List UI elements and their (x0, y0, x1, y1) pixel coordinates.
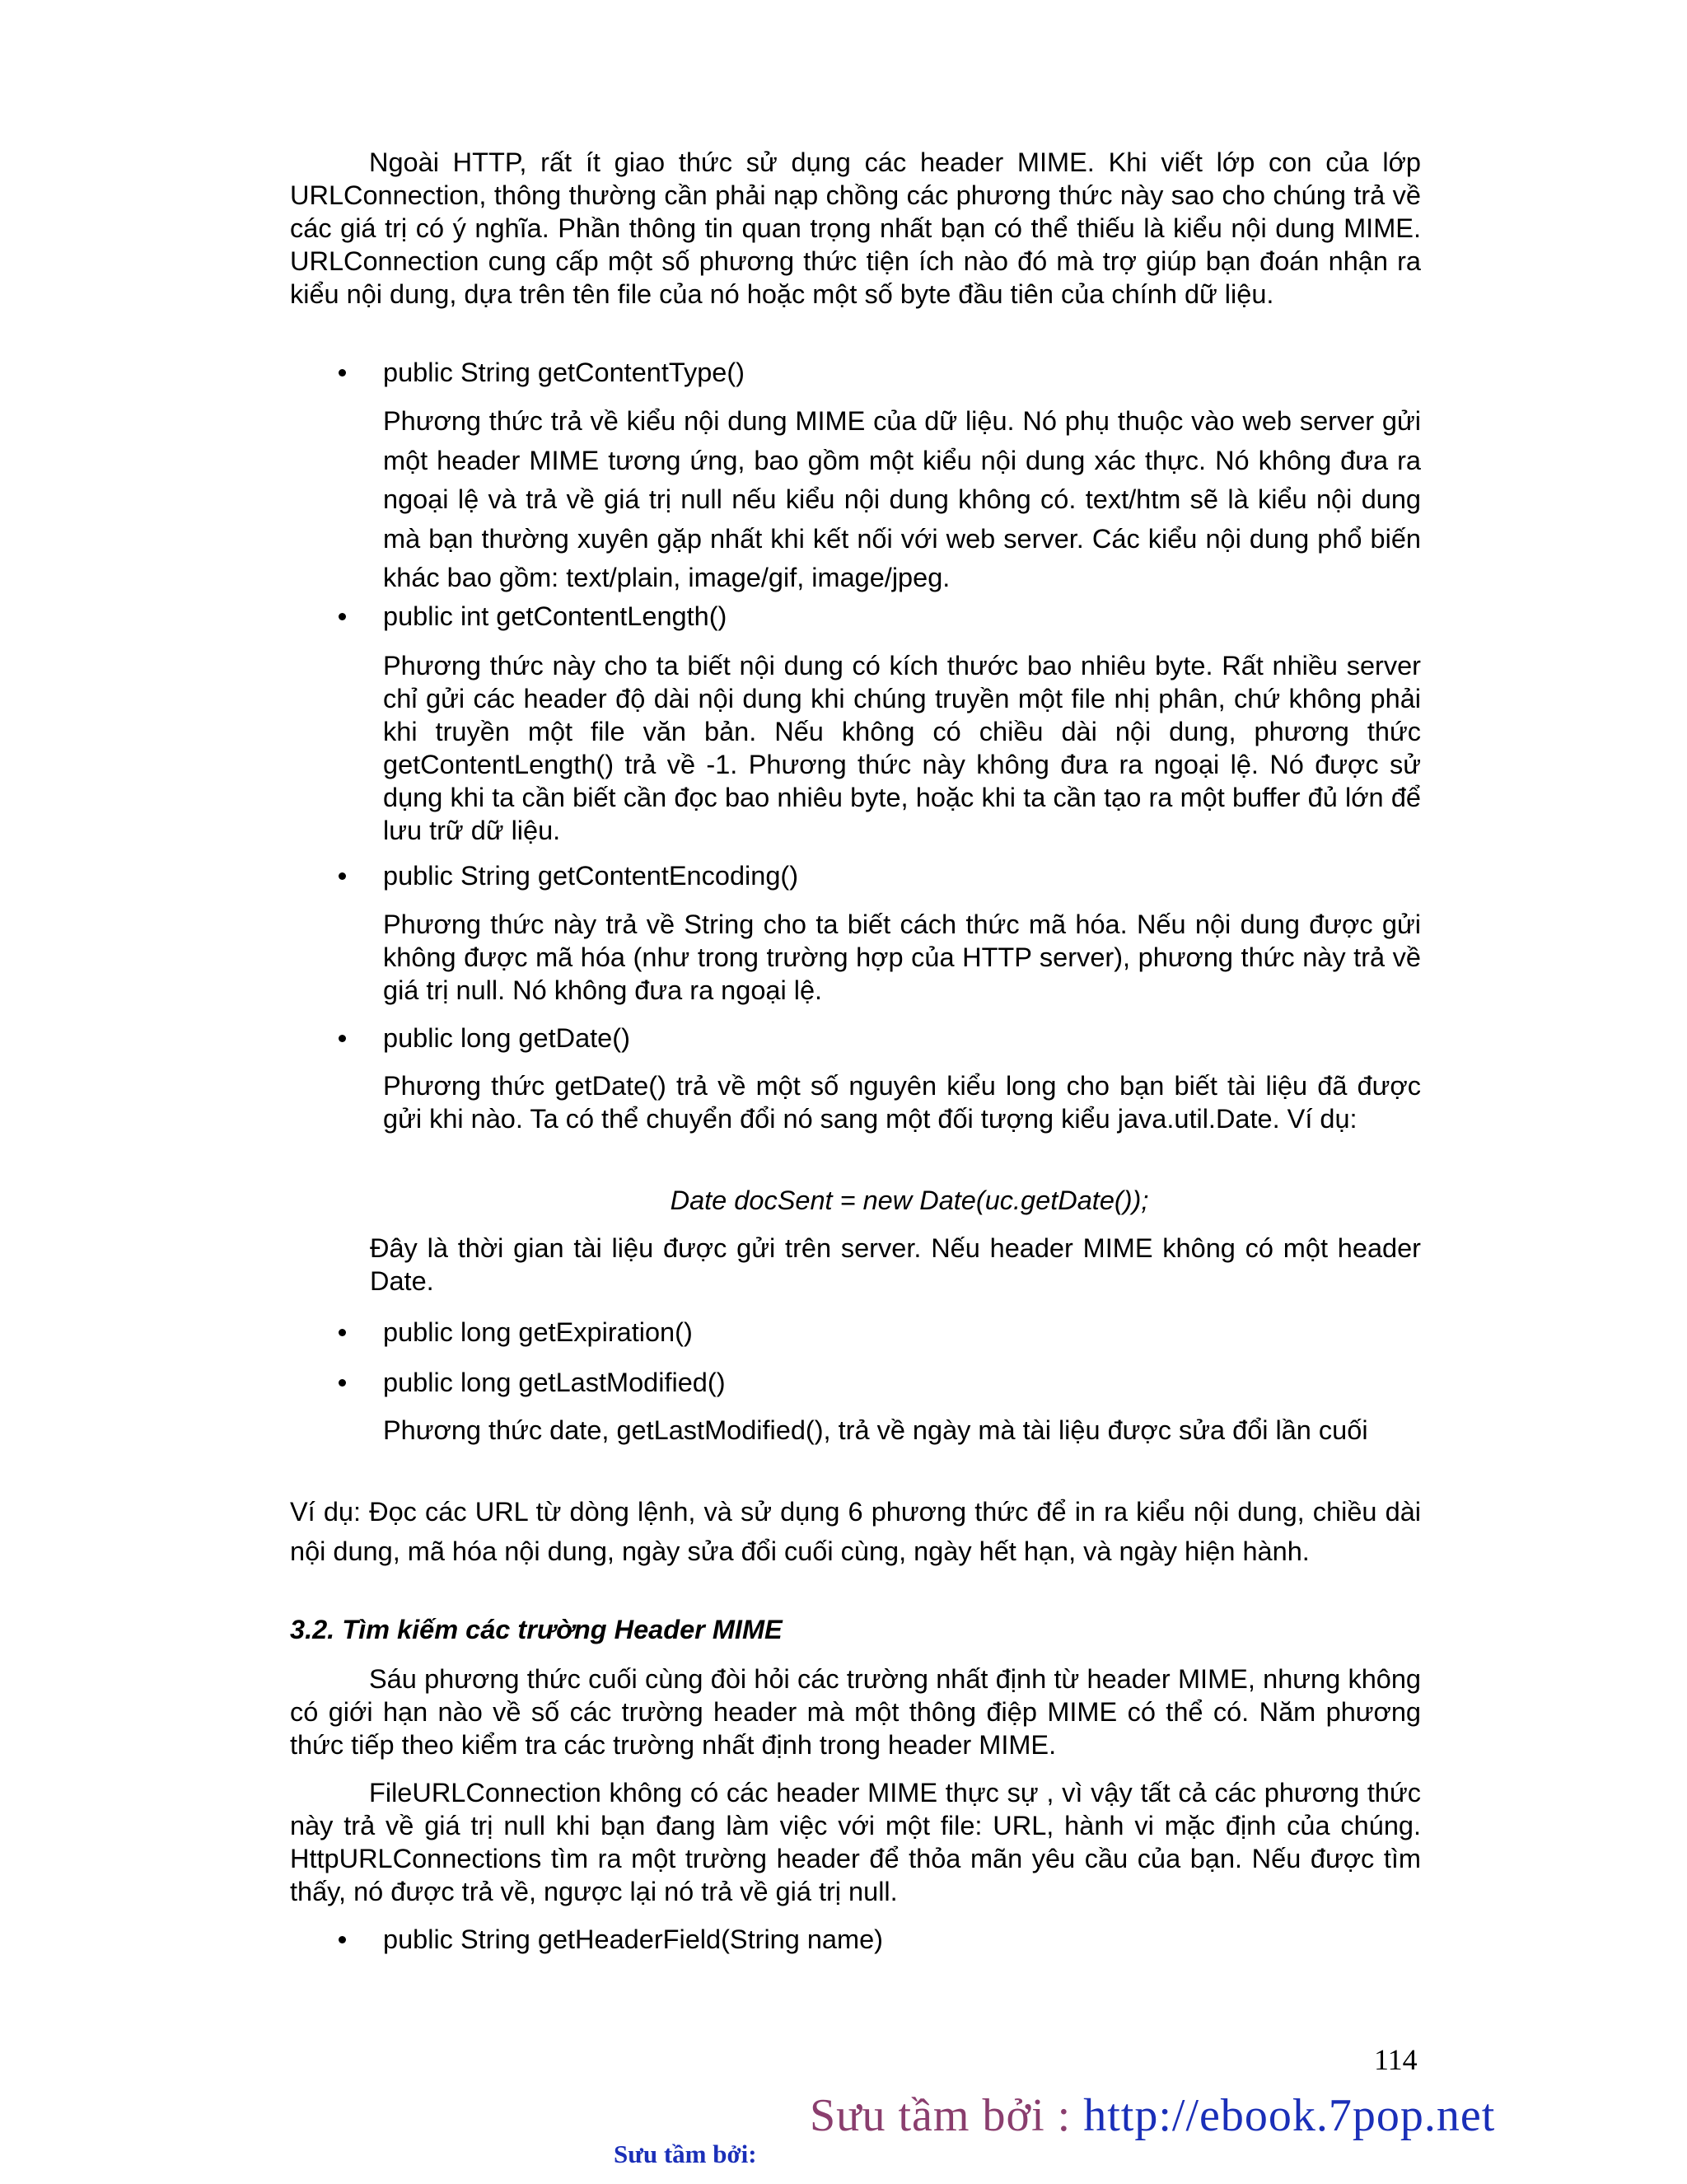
date-description: Phương thức getDate() trả về một số nguyên kiểu long cho bạn biết tài liệu đã được gửi khi nào. Ta có thể chuyển đổi nó sang một đối tượng kiểu java.util.Date. Ví dụ: (383, 1071, 1421, 1134)
bullet-label: public String getContentType() (383, 358, 745, 387)
page-number: 114 (1374, 2043, 1418, 2076)
section-paragraph-1: Sáu phương thức cuối cùng đòi hỏi các trường nhất định từ header MIME, nhưng không có giới hạn nào về số các trường header mà một thông điệp MIME có thể có. Năm phương thức tiếp theo kiểm tra các trường nhất định trong header MIME. (290, 1664, 1421, 1760)
bullet-get-content-length (383, 600, 727, 633)
bullet-label: public long getExpiration() (383, 1317, 693, 1347)
bullet-dot (339, 1329, 346, 1336)
bullet-label: public long getLastModified() (383, 1368, 726, 1397)
bullet-get-header-field (383, 1923, 883, 1956)
bullet-dot (339, 872, 346, 880)
bullet-dot (339, 369, 346, 376)
date-after-paragraph: Đây là thời gian tài liệu được gửi trên server. Nếu header MIME không có một header Date. (370, 1233, 1421, 1296)
footer-label: Sưu tầm bởi: (614, 2140, 757, 2168)
bullet-get-content-type (383, 356, 745, 389)
bullet-get-expiration (383, 1316, 693, 1349)
example-paragraph: Ví dụ: Đọc các URL từ dòng lệnh, và sử dụng 6 phương thức để in ra kiểu nội dung, chiều dài nội dung, mã hóa nội dung, ngày sửa đổi cuối cùng, ngày hết hạn, và ngày hiện hành. (290, 1497, 1421, 1566)
content-type-description: Phương thức trả về kiểu nội dung MIME của dữ liệu. Nó phụ thuộc vào web server gửi một header MIME tương ứng, bao gồm một kiểu nội dung xác thực. Nó không đưa ra ngoại lệ và trả về giá trị null nếu kiểu nội dung không có. text/htm sẽ là kiểu nội dung mà bạn thường xuyên gặp nhất khi kết nối với web server. Các kiểu nội dung phổ biến khác bao gồm: text/plain, image/gif, image/jpeg. (383, 406, 1421, 592)
bullet-label: public String getContentEncoding() (383, 861, 799, 891)
bullet-get-date (383, 1022, 630, 1055)
date-code-example: Date docSent = new Date(uc.getDate()); (670, 1186, 1149, 1215)
footer-logo (810, 2088, 1495, 2143)
content-encoding-description: Phương thức này trả về String cho ta biết cách thức mã hóa. Nếu nội dung được gửi không được mã hóa (như trong trường hợp của HTTP server), phương thức này trả về giá trị null. Nó không đưa ra ngoại lệ. (383, 910, 1421, 1005)
footer-logo-prefix: Sưu tầm bởi : (810, 2090, 1084, 2141)
footer-logo-url: http://ebook.7pop.net (1083, 2090, 1496, 2141)
bullet-dot (339, 1379, 346, 1387)
bullet-dot (339, 613, 346, 620)
bullet-get-last-modified (383, 1366, 726, 1399)
bullet-dot (339, 1035, 346, 1042)
bullet-dot (339, 1936, 346, 1943)
intro-paragraph: Ngoài HTTP, rất ít giao thức sử dụng các header MIME. Khi viết lớp con của lớp URLConnection, thông thường cần phải nạp chồng các phương thức này sao cho chúng trả về các giá trị có ý nghĩa. Phần thông tin quan trọng nhất bạn có thể thiếu là kiểu nội dung MIME. URLConnection cung cấp một số phương thức tiện ích nào đó mà trợ giúp bạn đoán nhận ra kiểu nội dung, dựa trên tên file của nó hoặc một số byte đầu tiên của chính dữ liệu. (290, 147, 1421, 309)
bullet-label: public int getContentLength() (383, 601, 727, 631)
content-length-description: Phương thức này cho ta biết nội dung có kích thước bao nhiêu byte. Rất nhiều server chỉ gửi các header độ dài nội dung khi chúng truyền một file nhị phân, chứ không phải khi truyền một file văn bản. Nếu không có chiều dài nội dung, phương thức getContentLength() trả về -1. Phương thức này không đưa ra ngoại lệ. Nó được sử dụng khi ta cần biết cần đọc bao nhiêu byte, hoặc khi ta cần tạo ra một buffer đủ lớn để lưu trữ dữ liệu. (383, 651, 1421, 845)
bullet-get-content-encoding (383, 859, 798, 892)
last-modified-description: Phương thức date, getLastModified(), trả về ngày mà tài liệu được sửa đổi lần cuối (383, 1415, 1368, 1445)
bullet-label: public long getDate() (383, 1023, 630, 1053)
section-heading: 3.2. Tìm kiếm các trường Header MIME (290, 1615, 783, 1644)
section-paragraph-2: FileURLConnection không có các header MIME thực sự , vì vậy tất cả các phương thức này trả về giá trị null khi bạn đang làm việc với một file: URL, hành vi mặc định của chúng. HttpURLConnections tìm ra một trường header để thỏa mãn yêu cầu của bạn. Nếu được tìm thấy, nó được trả về, ngược lại nó trả về giá trị null. (290, 1778, 1421, 1906)
bullet-label: public String getHeaderField(String name) (383, 1924, 883, 1954)
